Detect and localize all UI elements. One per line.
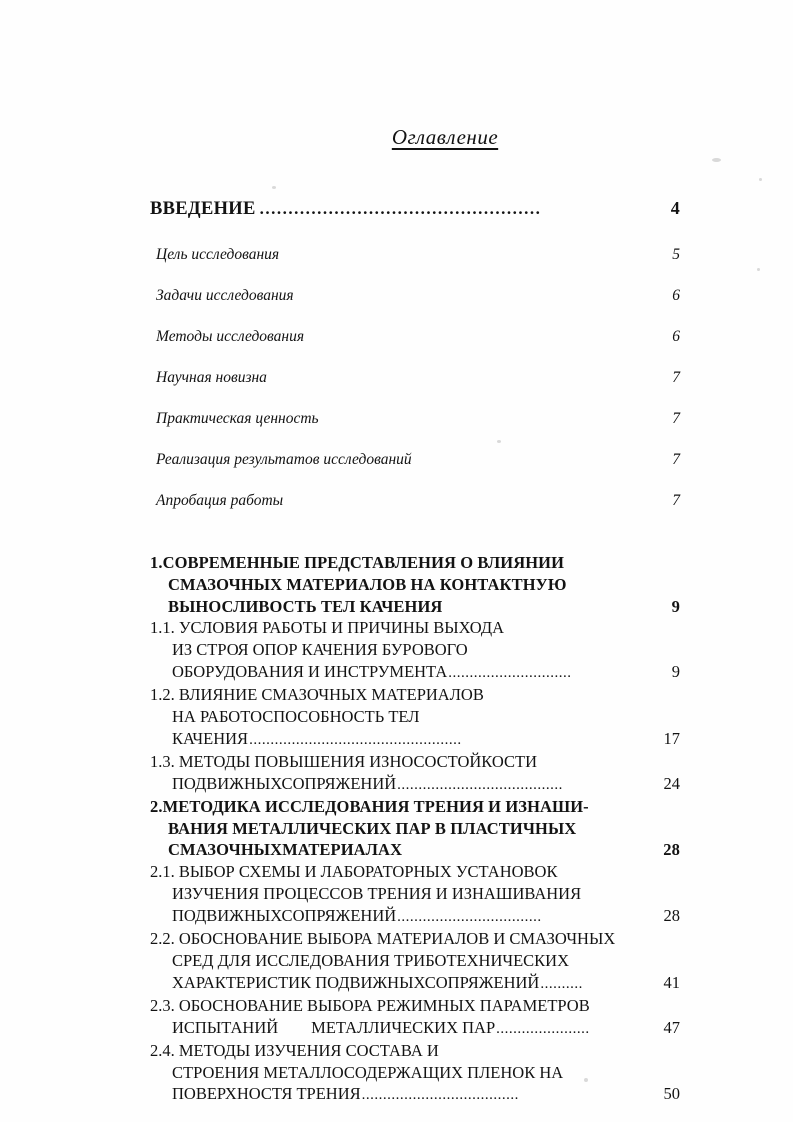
section-line bbox=[150, 639, 680, 661]
toc-entry-label: Апробация работы bbox=[156, 492, 284, 509]
chapter-2 bbox=[150, 796, 680, 1107]
chapter-heading-line bbox=[150, 552, 680, 574]
chapter-page: 28 bbox=[663, 840, 680, 860]
toc-entry-page: 7 bbox=[672, 492, 680, 509]
section-title-line: ОБОРУДОВАНИЯ И ИНСТРУМЕНТА bbox=[172, 662, 448, 682]
section-title-line: ПОВЕРХНОСТЯ ТРЕНИЯ bbox=[172, 1084, 361, 1104]
table-of-contents bbox=[150, 125, 680, 1106]
toc-entry-methods[interactable] bbox=[150, 328, 680, 346]
section-line bbox=[150, 684, 680, 706]
section-page: 17 bbox=[663, 728, 680, 748]
section-title-line: СТРОЕНИЯ МЕТАЛЛОСОДЕРЖАЩИХ ПЛЕНОК НА bbox=[172, 1062, 564, 1082]
chapter-2-section-2-3[interactable] bbox=[150, 995, 680, 1040]
chapter-heading-line bbox=[150, 818, 680, 840]
toc-entry-goal[interactable] bbox=[150, 246, 680, 264]
section-line bbox=[150, 883, 680, 905]
section-title-line: КАЧЕНИЯ bbox=[172, 728, 249, 748]
chapter-2-heading[interactable] bbox=[150, 796, 680, 861]
chapter-1-section-1-1[interactable] bbox=[150, 617, 680, 684]
toc-entry-page: 7 bbox=[672, 410, 680, 427]
chapter-title-line: ВАНИЯ МЕТАЛЛИЧЕСКИХ ПАР В ПЛАСТИЧНЫХ bbox=[168, 818, 577, 838]
section-line bbox=[150, 905, 680, 928]
section-title-line: 1.1. УСЛОВИЯ РАБОТЫ И ПРИЧИНЫ ВЫХОДА bbox=[150, 618, 505, 638]
leader-dots: .................................................. bbox=[249, 731, 462, 748]
section-title-line: 1.2. ВЛИЯНИЕ СМАЗОЧНЫХ МАТЕРИАЛОВ bbox=[150, 685, 484, 705]
toc-entry-novelty[interactable] bbox=[150, 369, 680, 387]
leader-dots: ...................... bbox=[496, 1020, 590, 1037]
leader-dots: .................................. bbox=[397, 908, 542, 925]
section-page: 50 bbox=[663, 1084, 680, 1104]
chapter-number: 1. bbox=[150, 553, 163, 572]
section-line bbox=[150, 773, 680, 796]
toc-entry-label: Методы исследования bbox=[156, 328, 305, 345]
toc-entry-page: 5 bbox=[672, 246, 680, 263]
section-title-line: 1.3. МЕТОДЫ ПОВЫШЕНИЯ ИЗНОСОСТОЙКОСТИ bbox=[150, 751, 538, 771]
toc-entry-label: ВВЕДЕНИЕ bbox=[150, 199, 256, 219]
section-line bbox=[150, 972, 680, 995]
toc-entry-implementation[interactable] bbox=[150, 451, 680, 469]
toc-entry-page: 7 bbox=[672, 369, 680, 386]
section-page: 47 bbox=[663, 1017, 680, 1037]
section-title-line: ИСПЫТАНИЙ МЕТАЛЛИЧЕСКИХ ПАР bbox=[172, 1017, 496, 1037]
toc-entry-tasks[interactable] bbox=[150, 287, 680, 305]
leader-dots: ............................. bbox=[448, 665, 572, 682]
chapter-heading-line bbox=[150, 596, 680, 618]
section-line bbox=[150, 1062, 680, 1084]
section-page: 9 bbox=[671, 662, 680, 682]
toc-entry-page: 7 bbox=[672, 451, 680, 468]
section-line bbox=[150, 1040, 680, 1062]
page-title: Оглавление bbox=[391, 125, 499, 149]
chapter-1-section-1-3[interactable] bbox=[150, 751, 680, 796]
toc-entry-page: 4 bbox=[670, 198, 680, 218]
chapter-heading-line bbox=[150, 574, 680, 596]
toc-entry-introduction[interactable] bbox=[150, 198, 680, 220]
toc-entry-label: Цель исследования bbox=[156, 246, 280, 263]
toc-entry-label: Практическая ценность bbox=[156, 410, 319, 427]
section-title-line: 2.1. ВЫБОР СХЕМЫ И ЛАБОРАТОРНЫХ УСТАНОВОК bbox=[150, 862, 558, 882]
leader-dots: .......... bbox=[540, 975, 583, 992]
section-title-line: НА РАБОТОСПОСОБНОСТЬ ТЕЛ bbox=[172, 707, 420, 727]
leader-dots: ..................................... bbox=[361, 1087, 519, 1104]
section-title-line: ИЗУЧЕНИЯ ПРОЦЕССОВ ТРЕНИЯ И ИЗНАШИВАНИЯ bbox=[172, 884, 582, 904]
section-line bbox=[150, 1017, 680, 1040]
toc-entry-page: 6 bbox=[672, 287, 680, 304]
section-title-line: 2.3. ОБОСНОВАНИЕ ВЫБОРА РЕЖИМНЫХ ПАРАМЕТРОВ bbox=[150, 995, 590, 1015]
chapter-list bbox=[150, 552, 680, 1106]
chapter-title-line: СОВРЕМЕННЫЕ ПРЕДСТАВЛЕНИЯ О ВЛИЯНИИ bbox=[162, 553, 565, 572]
section-title-line: СРЕД ДЛЯ ИССЛЕДОВАНИЯ ТРИБОТЕХНИЧЕСКИХ bbox=[172, 950, 570, 970]
chapter-1-section-1-2[interactable] bbox=[150, 684, 680, 751]
leader-dots: ................................................. bbox=[259, 199, 542, 218]
chapter-title-line: СМАЗОЧНЫХ МАТЕРИАЛОВ НА КОНТАКТНУЮ bbox=[168, 574, 567, 594]
section-page: 28 bbox=[663, 905, 680, 925]
toc-entry-label: Реализация результатов исследований bbox=[156, 451, 412, 468]
section-line bbox=[150, 617, 680, 639]
chapter-1-heading[interactable] bbox=[150, 552, 680, 617]
section-line bbox=[150, 728, 680, 751]
chapter-title-line: ВЫНОСЛИВОСТЬ ТЕЛ КАЧЕНИЯ bbox=[168, 596, 443, 616]
section-line bbox=[150, 1083, 680, 1106]
section-line bbox=[150, 751, 680, 773]
front-matter-list bbox=[150, 198, 680, 510]
chapter-title-line: СМАЗОЧНЫХМАТЕРИАЛАХ bbox=[168, 840, 403, 860]
chapter-1 bbox=[150, 552, 680, 796]
scan-speck bbox=[757, 268, 760, 271]
section-title-line: 2.2. ОБОСНОВАНИЕ ВЫБОРА МАТЕРИАЛОВ И СМАЗОЧНЫХ bbox=[150, 928, 616, 948]
chapter-heading-line bbox=[150, 839, 680, 861]
toc-entry-practical-value[interactable] bbox=[150, 410, 680, 428]
toc-entry-label: Задачи исследования bbox=[156, 287, 294, 304]
chapter-page: 9 bbox=[671, 596, 680, 616]
chapter-2-section-2-1[interactable] bbox=[150, 861, 680, 928]
toc-entry-page: 6 bbox=[672, 328, 680, 345]
section-title-line: ПОДВИЖНЫХСОПРЯЖЕНИЙ bbox=[172, 905, 397, 925]
section-line bbox=[150, 928, 680, 950]
leader-dots: ....................................... bbox=[397, 776, 563, 793]
chapter-number: 2. bbox=[150, 796, 163, 816]
section-title-line: ПОДВИЖНЫХСОПРЯЖЕНИЙ bbox=[172, 773, 397, 793]
scan-speck bbox=[712, 158, 721, 162]
section-line bbox=[150, 995, 680, 1017]
chapter-title-line: МЕТОДИКА ИССЛЕДОВАНИЯ ТРЕНИЯ И ИЗНАШИ- bbox=[162, 796, 589, 816]
section-title-line: 2.4. МЕТОДЫ ИЗУЧЕНИЯ СОСТАВА И bbox=[150, 1040, 439, 1060]
section-title-line: ХАРАКТЕРИСТИК ПОДВИЖНЫХСОПРЯЖЕНИЙ bbox=[172, 972, 540, 992]
section-line bbox=[150, 950, 680, 972]
chapter-2-section-2-4[interactable] bbox=[150, 1040, 680, 1107]
section-line bbox=[150, 661, 680, 684]
chapter-heading-line bbox=[150, 796, 680, 818]
section-page: 24 bbox=[663, 773, 680, 793]
chapter-2-section-2-2[interactable] bbox=[150, 928, 680, 995]
section-title-line: ИЗ СТРОЯ ОПОР КАЧЕНИЯ БУРОВОГО bbox=[172, 640, 468, 660]
toc-entry-approbation[interactable] bbox=[150, 492, 680, 510]
toc-entry-label: Научная новизна bbox=[156, 369, 267, 386]
section-page: 41 bbox=[663, 972, 680, 992]
scan-speck bbox=[759, 178, 762, 181]
section-line bbox=[150, 861, 680, 883]
section-line bbox=[150, 706, 680, 728]
